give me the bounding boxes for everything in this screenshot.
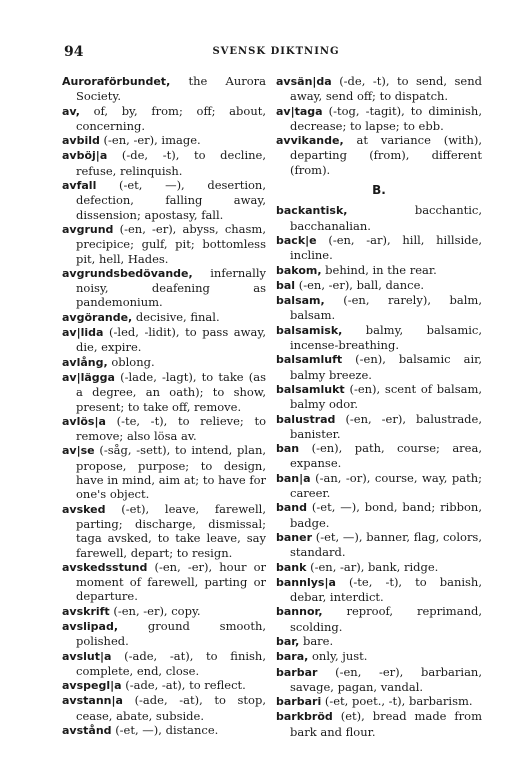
dictionary-entry <box>62 560 266 604</box>
entry-headword: avlös|a <box>62 414 106 428</box>
dictionary-entry <box>276 709 482 739</box>
entry-headword: avbild <box>62 134 100 148</box>
entry-definition: (-såg, -sett), to intend, plan, propose, purpose; to design, have in mind, aim at; to have for one's object. <box>76 443 267 502</box>
running-title: SVENSK DIKTNING <box>212 46 340 57</box>
dictionary-entry <box>276 293 482 323</box>
section-letter: B. <box>372 183 386 198</box>
dictionary-entry <box>62 649 266 679</box>
entry-headword: bar, <box>276 634 300 648</box>
entry-definition: balmy, balsamic, incense-breathing. <box>290 322 482 353</box>
entry-headword: avlång, <box>62 355 108 369</box>
dictionary-entry <box>276 634 482 649</box>
entry-headword: av|lida <box>62 326 104 340</box>
entry-definition: (et), bread made from bark and flour. <box>290 709 483 739</box>
dictionary-entry <box>62 502 266 560</box>
entry-definition: (-en, -er), ball, dance. <box>298 277 425 292</box>
entry-definition: (-et, —), banner, flag, colors, standard. <box>290 529 482 560</box>
entry-definition: (-lade, -lagt), to take (as a degree, an oath); to show, present; to take off, remove. <box>76 369 266 414</box>
entry-headword: barbari <box>276 695 322 709</box>
entry-definition: (-en, -er), image. <box>103 133 201 148</box>
entry-definition: (-en), path, course; area, expanse. <box>290 441 483 471</box>
dictionary-entry <box>62 74 266 104</box>
entry-headword: bannlys|a <box>276 575 336 589</box>
entry-headword: balsam, <box>276 294 325 308</box>
entry-definition: (-en, -er), copy. <box>113 603 201 618</box>
entry-headword: bank <box>276 560 307 574</box>
entry-headword: balsamluft <box>276 353 343 367</box>
entry-headword: avsän|da <box>276 75 332 88</box>
dictionary-entry <box>276 104 482 134</box>
page-header <box>64 44 488 64</box>
entry-definition: reproof, reprimand, scolding. <box>290 604 482 634</box>
entry-definition: (-ade, -at), to stop, cease, abate, subside. <box>76 693 266 723</box>
entry-definition: (-et), leave, farewell, parting; discharge, dismissal; taga avsked, to take leave, say farewell, depart; to resign. <box>76 501 266 560</box>
entry-definition: (-tog, -tagit), to diminish, decrease; to lapse; to ebb. <box>290 103 482 133</box>
dictionary-entry <box>62 693 266 723</box>
entry-definition: (-an, -or), course, way, path; career. <box>290 470 483 501</box>
entry-headword: avgrundsbedövande, <box>62 266 193 280</box>
dictionary-entry <box>62 133 266 148</box>
entry-definition: (-led, -lidit), to pass away, die, expire. <box>76 325 266 355</box>
entry-headword: avskrift <box>62 604 110 618</box>
entry-definition: decisive, final. <box>135 309 220 324</box>
entry-headword: avböj|a <box>62 149 108 163</box>
dictionary-entry <box>276 575 482 605</box>
dictionary-entry <box>62 678 266 693</box>
entry-definition: (-ade, -at), to reflect. <box>125 678 246 693</box>
entry-definition: bacchantic, bacchanalian. <box>290 203 482 233</box>
entry-definition: (-et, —), distance. <box>115 723 219 738</box>
dictionary-entry <box>276 74 482 104</box>
entry-definition: ground smooth, polished. <box>76 618 267 649</box>
entry-headword: avgörande, <box>62 310 133 324</box>
dictionary-entry <box>276 471 482 501</box>
dictionary-entry <box>276 352 482 382</box>
entry-definition: (-te, -t), to relieve; to remove; also lösa av. <box>76 413 266 444</box>
entry-definition: (-ade, -at), to finish, complete, end, close. <box>76 648 266 678</box>
entry-headword: av|se <box>62 444 95 458</box>
entry-definition: (-et, poet., -t), barbarism. <box>324 694 473 709</box>
dictionary-entry <box>62 604 266 619</box>
entry-headword: avstann|a <box>62 694 123 708</box>
entry-definition: only, just. <box>311 649 368 664</box>
dictionary-entry <box>276 441 482 471</box>
right-column <box>276 74 482 739</box>
entry-headword: av|taga <box>276 104 323 118</box>
entry-headword: balsamlukt <box>276 382 345 396</box>
dictionary-entry <box>276 500 482 530</box>
entry-headword: avslipad, <box>62 619 119 633</box>
entry-definition: behind, in the rear. <box>325 262 437 277</box>
entry-headword: bannor, <box>276 605 323 619</box>
entry-definition: (-en, rarely), balm, balsam. <box>290 293 482 323</box>
entry-headword: baner <box>276 530 313 544</box>
entry-headword: ban <box>276 442 300 456</box>
entry-definition: (-en), balsamic air, balmy breeze. <box>290 352 483 382</box>
entry-definition: (-et, —), desertion, defection, falling away, dissension; apostasy, fall. <box>76 178 266 222</box>
entry-headword: av, <box>62 104 80 118</box>
dictionary-entry <box>62 370 266 414</box>
dictionary-entry <box>276 665 482 695</box>
dictionary-entry <box>276 604 482 634</box>
entry-definition: (-et, —), bond, band; ribbon, badge. <box>290 500 482 530</box>
entry-headword: backantisk, <box>276 204 348 218</box>
dictionary-entry <box>276 694 482 709</box>
dictionary-entry <box>276 530 482 560</box>
dictionary-entry <box>62 222 266 266</box>
entry-headword: av|lägga <box>62 370 115 384</box>
dictionary-entry <box>62 178 266 222</box>
entry-headword: bakom, <box>276 263 322 277</box>
dictionary-entry <box>276 382 482 412</box>
dictionary-entry <box>62 443 266 501</box>
dictionary-entry <box>62 310 266 325</box>
dictionary-entry <box>276 233 482 263</box>
dictionary-entry <box>276 560 482 575</box>
dictionary-entry <box>62 355 266 370</box>
entry-headword: bal <box>276 278 296 292</box>
entry-headword: bara, <box>276 650 309 664</box>
entry-definition: (-en, -er), abyss, chasm, precipice; gulf, pit; bottomless pit, hell, Hades. <box>76 221 266 266</box>
dictionary-entry <box>276 263 482 278</box>
right-column-b <box>276 203 482 739</box>
entry-headword: avspegl|a <box>62 679 122 693</box>
dictionary-entry <box>62 414 266 444</box>
entry-headword: Auroraförbundet, <box>62 75 171 88</box>
right-column-a <box>276 74 482 177</box>
entry-definition: the Aurora Society. <box>76 74 266 104</box>
entry-headword: barbar <box>276 665 318 679</box>
dictionary-entry <box>276 323 482 353</box>
entry-headword: ban|a <box>276 471 311 485</box>
entry-definition: at variance (with), departing (from), different (from). <box>290 133 482 177</box>
entry-definition: bare. <box>302 633 334 648</box>
entry-headword: balustrad <box>276 412 336 426</box>
entry-headword: avskedsstund <box>62 560 148 574</box>
dictionary-entry <box>276 133 482 177</box>
dictionary-entry <box>62 104 266 134</box>
dictionary-entry <box>62 325 266 355</box>
dictionary-entry <box>276 412 482 442</box>
entry-definition: (-en, -er), hour or moment of farewell, parting or departure. <box>76 559 266 604</box>
entry-definition: (-en, -ar), bank, ridge. <box>310 559 439 574</box>
entry-definition: of, by, from; off; about, concerning. <box>76 103 266 133</box>
entry-definition: (-de, -t), to send, send away, send off; to dispatch. <box>290 74 483 104</box>
entry-definition: oblong. <box>111 354 155 369</box>
dictionary-entry <box>62 266 266 310</box>
entry-headword: band <box>276 501 308 515</box>
entry-definition: (-en), scent of balsam, balmy odor. <box>290 381 483 412</box>
entry-headword: avvikande, <box>276 134 344 148</box>
dictionary-entry <box>276 278 482 293</box>
entry-headword: avstånd <box>62 724 112 738</box>
dictionary-entry <box>276 649 482 664</box>
entry-headword: avsked <box>62 502 106 516</box>
entry-headword: balsamisk, <box>276 323 343 337</box>
entry-definition: (-te, -t), to banish, debar, interdict. <box>290 574 482 605</box>
dictionary-entry <box>62 723 266 738</box>
page-number: 94 <box>64 44 84 60</box>
entry-headword: back|e <box>276 233 317 247</box>
entry-headword: barkbröd <box>276 710 333 724</box>
entry-headword: avslut|a <box>62 649 112 663</box>
entry-definition: (-en, -er), balustrade, banister. <box>290 411 482 441</box>
dictionary-entry <box>62 619 266 649</box>
entry-definition: infernally noisy, deafening as pandemonium. <box>76 265 266 310</box>
entry-definition: (-de, -t), to decline, refuse, relinquish. <box>76 148 267 178</box>
entry-headword: avgrund <box>62 222 114 236</box>
left-column <box>62 74 266 738</box>
dictionary-entry <box>276 203 482 233</box>
entry-definition: (-en, -ar), hill, hillside, incline. <box>290 232 482 263</box>
dictionary-entry <box>62 148 266 178</box>
entry-headword: avfall <box>62 179 97 193</box>
entry-definition: (-en, -er), barbarian, savage, pagan, vandal. <box>290 664 482 694</box>
